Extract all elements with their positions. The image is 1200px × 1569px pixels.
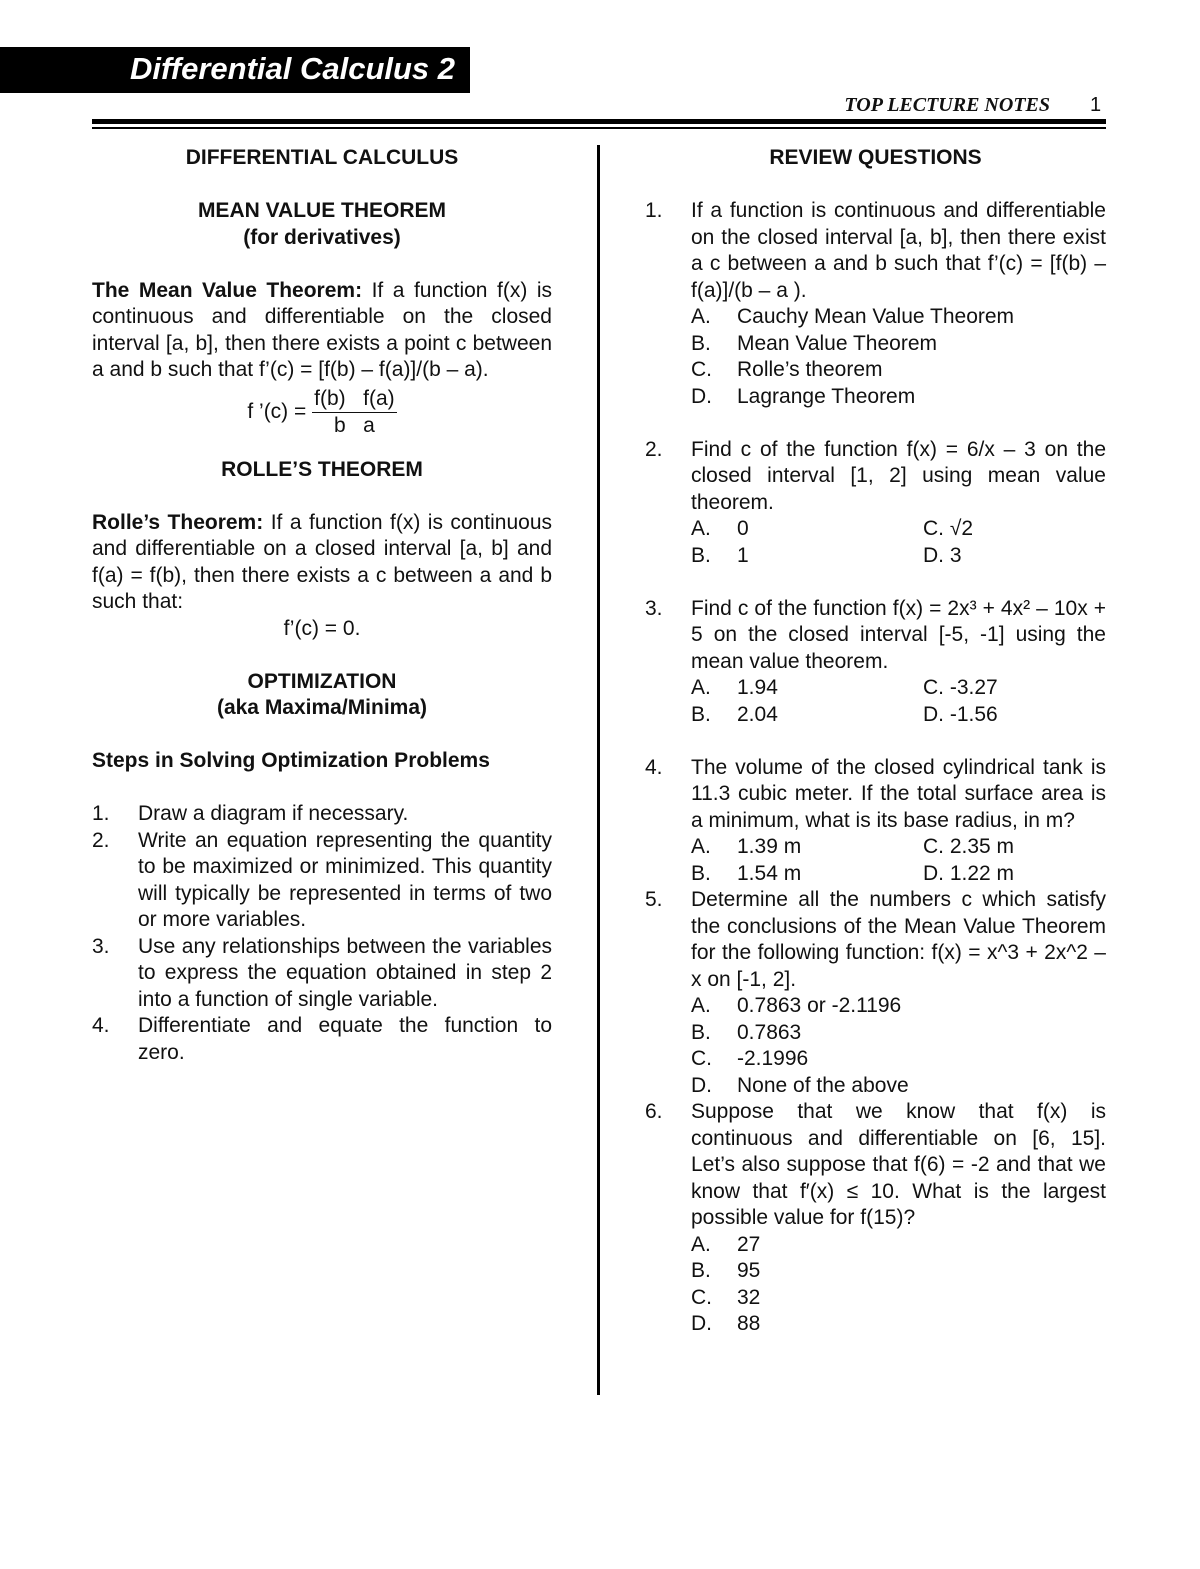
option-letter: D. (691, 384, 712, 408)
step-number: 1. (92, 802, 110, 825)
list-item (92, 934, 552, 1014)
left-column (92, 145, 552, 1066)
mvt-subheading: (for derivatives) (243, 225, 401, 249)
option (691, 993, 1106, 1020)
list-item (92, 1013, 552, 1066)
step-number: 2. (92, 828, 110, 852)
option-text: -3.27 (949, 676, 998, 699)
option-text: Mean Value Theorem (737, 331, 938, 355)
right-column (645, 145, 1106, 1338)
options-row (691, 834, 1106, 861)
page-number: 1 (1090, 94, 1102, 116)
option-text: 2.35 m (949, 835, 1015, 858)
option (923, 861, 1014, 888)
option (691, 861, 923, 888)
option-letter: D. (923, 702, 944, 726)
option (691, 1073, 1106, 1100)
option (923, 834, 1014, 861)
option-letter: D. (691, 1312, 712, 1335)
step-text: Use any relationships between the variables to express the equation obtained in step 2 into a function of single variable. (138, 934, 552, 1011)
option-letter: C. (691, 358, 712, 381)
option-text: 2.04 (737, 702, 778, 726)
option (691, 1258, 1106, 1285)
header-rule-thin (92, 127, 1106, 129)
mvt-heading: MEAN VALUE THEOREM (197, 199, 447, 222)
header-label: TOP LECTURE NOTES (844, 94, 1050, 116)
option (691, 516, 923, 543)
option-letter: B. (691, 702, 711, 726)
question-2 (645, 437, 1106, 570)
rolle-paragraph (92, 510, 552, 616)
question-6 (645, 1099, 1106, 1338)
question-5 (645, 887, 1106, 1099)
question-text: Find c of the function f(x) = 6/x – 3 on the closed interval [1, 2] using mean value theorem. (691, 437, 1106, 514)
option-letter: C. (923, 835, 944, 858)
step-number: 4. (92, 1014, 110, 1037)
list-item (92, 828, 552, 934)
option (691, 1232, 1106, 1259)
option-letter: D. (923, 861, 944, 885)
formula-denominator: b a (333, 413, 375, 437)
document-title: Differential Calculus 2 (130, 51, 456, 86)
question-text: If a function is continuous and differentiable on the closed interval [a, b], then there exist a c between a and b such that f’(c) = [f(b) – f(a)]/(b – a ). (691, 199, 1106, 302)
option-letter: A. (691, 994, 711, 1017)
section-heading: DIFFERENTIAL CALCULUS (185, 146, 459, 169)
optimization-heading: OPTIMIZATION (247, 669, 397, 693)
options-row (691, 675, 1106, 702)
option-text: 0 (737, 517, 749, 540)
mvt-formula (92, 386, 552, 439)
option-text: 32 (737, 1285, 761, 1309)
options (691, 993, 1106, 1099)
options-row (691, 543, 1106, 570)
question-number: 2. (645, 437, 663, 461)
option-text: 1.22 m (949, 861, 1015, 885)
option-text: 3 (949, 543, 962, 567)
option-text: 1.39 m (737, 835, 802, 858)
question-text: Suppose that we know that f(x) is continuous and differentiable on [6, 15]. Let’s also suppose that f(6) = -2 and that we know that f′(x) ≤ 10. What is the largest possible value for f(15)? (691, 1100, 1106, 1229)
review-heading: REVIEW QUESTIONS (769, 146, 982, 169)
option-text: Rolle’s theorem (737, 358, 883, 381)
option (691, 304, 1106, 331)
option-text: -1.56 (949, 702, 998, 726)
document-title-banner (0, 47, 470, 93)
rolle-formula: f’(c) = 0. (283, 616, 361, 640)
question-4 (645, 755, 1106, 888)
option-text: 1 (737, 543, 749, 567)
options (691, 1232, 1106, 1338)
option-text: -2.1996 (737, 1047, 809, 1070)
mvt-body: If a function f(x) is continuous and differentiable on the closed interval [a, b], then there exists a point c between a and b such that f’(c) = [f(b) – f(a)]/(b – a). (92, 278, 552, 381)
option-letter: B. (691, 543, 711, 567)
options-row (691, 702, 1106, 729)
option-letter: B. (691, 1259, 711, 1282)
step-text: Write an equation representing the quantity to be maximized or minimized. This quantity will typically be represented in terms of two or more variables. (138, 828, 552, 931)
rolle-body: If a function f(x) is continuous and differentiable on a closed interval [a, b] and f(a) = f(b), then there exists a c between a and b such that: (92, 510, 553, 613)
option-text: 88 (737, 1312, 761, 1335)
option-letter: C. (923, 517, 944, 540)
option-text: √2 (949, 517, 974, 540)
steps-heading: Steps in Solving Optimization Problems (92, 749, 490, 772)
option-letter: D. (923, 543, 944, 567)
option (923, 516, 973, 543)
option-text: None of the above (737, 1073, 909, 1097)
rolle-heading: ROLLE’S THEOREM (221, 457, 423, 481)
step-number: 3. (92, 934, 110, 958)
column-divider (597, 145, 600, 1395)
option (691, 357, 1106, 384)
step-text: Draw a diagram if necessary. (138, 802, 409, 825)
question-3 (645, 596, 1106, 729)
mvt-paragraph (92, 278, 552, 384)
question-number: 4. (645, 755, 663, 779)
formula-lhs: f ’(c) = (247, 399, 307, 423)
option-letter: C. (691, 1047, 712, 1070)
rolle-lead: Rolle’s Theorem: (92, 510, 264, 534)
question-text: The volume of the closed cylindrical tank is 11.3 cubic meter. If the total surface area is a minimum, what is its base radius, in m? (691, 755, 1106, 832)
option-text: 0.7863 or -2.1196 (737, 994, 902, 1017)
header-rule-thick (92, 119, 1106, 124)
option-letter: A. (691, 835, 711, 858)
option-text: 0.7863 (737, 1020, 802, 1044)
option (691, 384, 1106, 411)
question-number: 5. (645, 888, 663, 911)
option-text: Lagrange Theorem (737, 384, 916, 408)
formula-numerator: f(b) f(a) (312, 386, 397, 413)
option-letter: A. (691, 305, 711, 328)
option-text: 1.94 (737, 676, 778, 699)
mvt-lead: The Mean Value Theorem: (92, 278, 363, 302)
option-letter: B. (691, 331, 711, 355)
option-letter: A. (691, 1232, 711, 1256)
option (923, 675, 998, 702)
option-text: 95 (737, 1259, 761, 1282)
option (691, 834, 923, 861)
option-text: Cauchy Mean Value Theorem (737, 305, 1015, 328)
steps-list (92, 801, 552, 1066)
question-number: 1. (645, 199, 663, 222)
option-letter: C. (923, 676, 944, 699)
question-text: Find c of the function f(x) = 2x³ + 4x² – 10x + 5 on the closed interval [-5, -1] using the mean value theorem. (691, 596, 1106, 673)
option (691, 1285, 1106, 1312)
option (691, 1046, 1106, 1073)
option (691, 702, 923, 729)
option-letter: A. (691, 517, 711, 540)
option-letter: B. (691, 861, 711, 885)
option-letter: D. (691, 1073, 712, 1097)
option-letter: A. (691, 676, 711, 699)
option (691, 1311, 1106, 1338)
option-text: 27 (737, 1232, 761, 1256)
option-letter: B. (691, 1020, 711, 1044)
options-row (691, 516, 1106, 543)
option (691, 331, 1106, 358)
list-item (92, 801, 552, 828)
question-number: 3. (645, 596, 663, 620)
option (923, 702, 998, 729)
option-text: 1.54 m (737, 861, 802, 885)
step-text: Differentiate and equate the function to zero. (138, 1014, 552, 1064)
option-letter: C. (691, 1285, 712, 1309)
question-1 (645, 198, 1106, 410)
question-number: 6. (645, 1100, 663, 1123)
question-text: Determine all the numbers c which satisfy the conclusions of the Mean Value Theorem for the following function: f(x) = x^3 + 2x^2 – x on [-1, 2]. (691, 888, 1106, 991)
formula-fraction (312, 386, 397, 439)
options-row (691, 861, 1106, 888)
option (691, 543, 923, 570)
option (691, 1020, 1106, 1047)
option (691, 675, 923, 702)
optimization-subheading: (aka Maxima/Minima) (216, 696, 428, 719)
option (923, 543, 962, 570)
options (691, 304, 1106, 410)
